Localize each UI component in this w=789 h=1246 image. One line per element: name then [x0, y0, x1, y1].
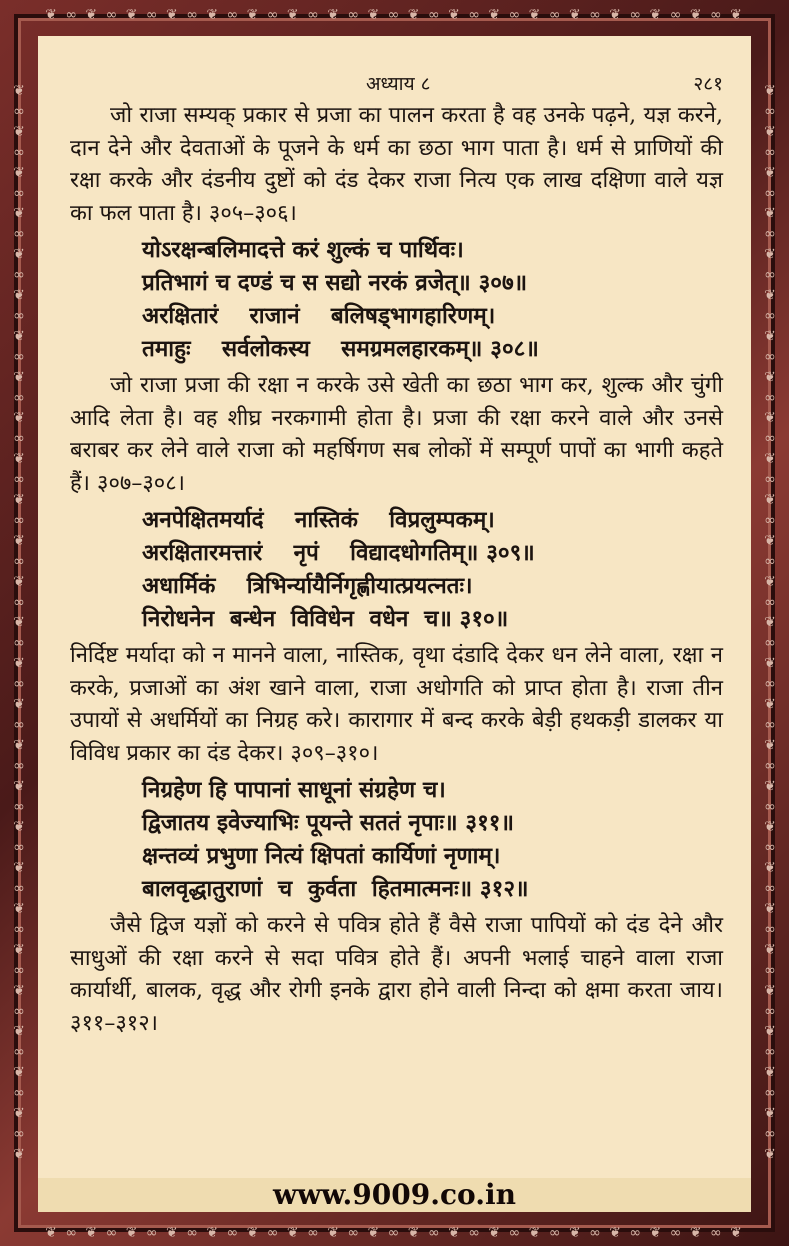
verse-line: अरक्षितारं राजानं बलिषड्भागहारिणम्।	[142, 303, 496, 329]
commentary-paragraph: निर्दिष्ट मर्यादा को न मानने वाला, नास्तिक, वृथा दंडादि देकर धन लेने वाला, रक्षा न करके, प्रजाओं का अंश खाने वाला, राजा अधोगति को प्राप्त होता है। राजा तीन उपायों से अधर्मियों का निग्रह करे। कारागार में बन्द करके बेड़ी हथकड़ी डालकर या विविध प्रकार का दंड देकर। ३०९–३१०।	[70, 643, 723, 766]
chapter-heading: अध्याय ८	[366, 73, 431, 95]
verse-line: योऽरक्षन्बलिमादत्ते करं शुल्कं च पार्थिवः।	[142, 237, 464, 263]
page-header	[70, 70, 723, 100]
verse-line: द्विजातय इवेज्याभिः पूयन्ते सततं नृपाः॥ ३११॥	[142, 810, 514, 836]
book-page	[38, 36, 751, 1212]
verse-line: निरोधनेन बन्धेन विविधेन वधेन च॥ ३१०॥	[142, 606, 509, 632]
commentary-paragraph: जैसे द्विज यज्ञों को करने से पवित्र होते हैं वैसे राजा पापियों को दंड देने और साधुओं की रक्षा करने से सदा पवित्र होते हैं। अपनी भलाई चाहने वाला राजा कार्यार्थी, बालक, वृद्ध और रोगी इनके द्वारा होने वाली निन्दा को क्षमा करता जाय। ३११–३१२।	[70, 913, 723, 1036]
right-ornament: ❦ ∞ ❦ ∞ ❦ ∞ ❦ ∞ ❦ ∞ ❦ ∞ ❦ ∞ ❦ ∞ ❦ ∞ ❦ ∞ ❦ ∞ ❦ ∞ ❦ ∞ ❦ ∞ ❦ ∞ ❦ ∞ ❦ ∞ ❦ ∞ ❦ ∞ ❦ ∞ ❦ ∞ ❦ ∞ ❦ ∞ ❦ ∞ ❦ ∞ ❦ ∞ ❦	[762, 83, 778, 1163]
left-ornament: ❦ ∞ ❦ ∞ ❦ ∞ ❦ ∞ ❦ ∞ ❦ ∞ ❦ ∞ ❦ ∞ ❦ ∞ ❦ ∞ ❦ ∞ ❦ ∞ ❦ ∞ ❦ ∞ ❦ ∞ ❦ ∞ ❦ ∞ ❦ ∞ ❦ ∞ ❦ ∞ ❦ ∞ ❦ ∞ ❦ ∞ ❦ ∞ ❦ ∞ ❦ ∞ ❦	[11, 83, 27, 1163]
verse-line: अधार्मिकं त्रिभिर्न्यायैर्निगृह्णीयात्प्रयत्नतः।	[142, 573, 473, 599]
verse-line: क्षन्तव्यं प्रभुणा नित्यं क्षिपतां कार्यिणां नृणाम्।	[142, 843, 501, 869]
website-footer[interactable]: www.9009.co.in	[38, 1178, 751, 1212]
verse-line: निग्रहेण हि पापानां साधूनां संग्रहेण च।	[142, 777, 446, 803]
commentary-paragraph: जो राजा प्रजा की रक्षा न करके उसे खेती का छठा भाग कर, शुल्क और चुंगी आदि लेता है। वह शीघ्र नरकगामी होता है। प्रजा की रक्षा करने वाले और उनसे बराबर कर लेने वाले राजा को महर्षिगण सब लोकों में सम्पूर्ण पापों का भागी कहते हैं। ३०७–३०८।	[70, 373, 723, 496]
sanskrit-verse	[142, 504, 723, 636]
sanskrit-verse	[142, 234, 723, 366]
verse-line: प्रतिभागं च दण्डं च स सद्यो नरकं व्रजेत्॥ ३०७॥	[142, 270, 528, 296]
page-number: २८१	[693, 73, 723, 95]
bottom-ornament: ❦ ∞ ❦ ∞ ❦ ∞ ❦ ∞ ❦ ∞ ❦ ∞ ❦ ∞ ❦ ∞ ❦ ∞ ❦ ∞ ❦ ∞ ❦ ∞ ❦ ∞ ❦ ∞ ❦ ∞ ❦ ∞ ❦ ∞ ❦	[45, 1225, 744, 1241]
verse-line: बालवृद्धातुराणां च कुर्वता हितमात्मनः॥ ३१२॥	[142, 876, 529, 902]
verse-line: अनपेक्षितमर्यादं नास्तिकं विप्रलुम्पकम्।	[142, 507, 495, 533]
verse-line: अरक्षितारमत्तारं नृपं विद्यादधोगतिम्॥ ३०९॥	[142, 540, 535, 566]
top-ornament: ❦ ∞ ❦ ∞ ❦ ∞ ❦ ∞ ❦ ∞ ❦ ∞ ❦ ∞ ❦ ∞ ❦ ∞ ❦ ∞ ❦ ∞ ❦ ∞ ❦ ∞ ❦ ∞ ❦ ∞ ❦ ∞ ❦ ∞ ❦	[45, 7, 744, 23]
verse-line: तमाहुः सर्वलोकस्य समग्रमलहारकम्॥ ३०८॥	[142, 336, 539, 362]
commentary-paragraph: जो राजा सम्यक् प्रकार से प्रजा का पालन करता है वह उनके पढ़ने, यज्ञ करने, दान देने और देवताओं के पूजने के धर्म का छठा भाग पाता है। धर्म से प्राणियों की रक्षा करके और दंडनीय दुष्टों को दंड देकर राजा नित्य एक लाख दक्षिणा वाले यज्ञ का फल पाता है। ३०५–३०६।	[70, 103, 723, 226]
sanskrit-verse	[142, 774, 723, 906]
